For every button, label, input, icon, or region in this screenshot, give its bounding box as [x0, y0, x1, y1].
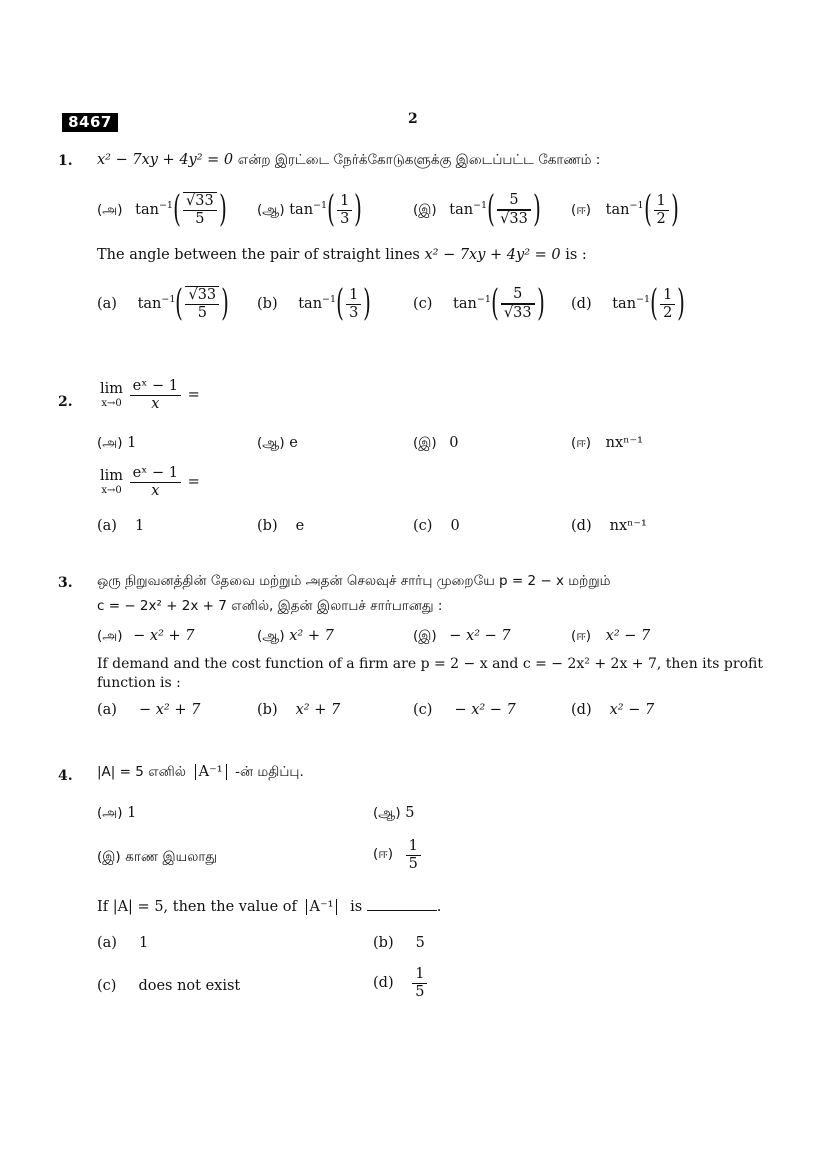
q4-tamil-option-c[interactable]: (இ) காண இயலாது — [97, 849, 218, 865]
q3-english-line-2: function is : — [97, 675, 181, 691]
q1-tamil-option-c[interactable]: (இ) $\tan^{-1}$( $\frac{5}{√33}$ ) — [413, 189, 541, 230]
q2-english-option-c[interactable]: (c) 0 — [413, 518, 460, 534]
q4-tamil-option-d[interactable]: (ஈ) $\frac{1}{5}$ — [373, 838, 423, 872]
q2-tamil-option-b[interactable]: (ஆ) e — [257, 435, 298, 451]
q4-english-option-b[interactable]: (b) 5 — [373, 935, 425, 951]
q4-tamil-option-b[interactable]: (ஆ) 5 — [373, 805, 415, 821]
q1-tamil-option-b[interactable]: (ஆ) $\tan^{-1}$( $\frac{1}{3}$ ) — [257, 189, 363, 230]
q1-tamil-option-d[interactable]: (ஈ) $\tan^{-1}$( $\frac{1}{2}$ ) — [571, 189, 679, 230]
q1-english-option-b[interactable]: (b) $\tan^{-1}$( $\frac{1}{3}$ ) — [257, 283, 372, 324]
q4-tamil-question: |A| = 5 எனில் A⁻¹ -ன் மதிப்பு. — [97, 764, 304, 780]
q3-english-line-1: If demand and the cost function of a firm are p = 2 − x and c = − 2x² + 2x + 7, then its profit — [97, 656, 763, 672]
q2-tamil-option-c[interactable]: (இ) 0 — [413, 435, 459, 451]
q1-tamil-question — [97, 152, 600, 170]
q3-english-option-b[interactable]: (b) x² + 7 — [257, 702, 341, 718]
q1-english-option-a[interactable]: (a) $\tan^{-1}$( $\frac{√33}{5}$ ) — [97, 283, 230, 324]
q2-english-option-d[interactable]: (d) nxⁿ⁻¹ — [571, 518, 647, 534]
q4-english-option-c[interactable]: (c) does not exist — [97, 978, 241, 994]
question-3-number: 3. — [58, 575, 73, 591]
q1-english-question: The angle between the pair of straight lines x² − 7xy + 4y² = 0 is : — [97, 247, 587, 263]
q2-tamil-option-a[interactable]: (அ) 1 — [97, 435, 137, 451]
q3-english-option-c[interactable]: (c) − x² − 7 — [413, 702, 516, 718]
q2-english-option-a[interactable]: (a) 1 — [97, 518, 145, 534]
q3-tamil-option-c[interactable]: (இ) − x² − 7 — [413, 628, 511, 644]
paper-code-badge: 8467 — [62, 113, 118, 132]
q4-tamil-option-a[interactable]: (அ) 1 — [97, 805, 137, 821]
q4-english-option-a[interactable]: (a) 1 — [97, 935, 149, 951]
page-number: 2 — [408, 111, 418, 127]
q1-english-option-d[interactable]: (d) $\tan^{-1}$( $\frac{1}{2}$ ) — [571, 283, 686, 324]
q1-equation: x² − 7xy + 4y² = 0 — [97, 152, 234, 168]
question-1-number: 1. — [58, 153, 73, 169]
answer-blank — [367, 910, 437, 911]
q2-english-question: lim x→0 $\frac{\text{eˣ − 1}}{x}$ = — [100, 465, 200, 499]
q1-tamil-option-a[interactable]: (அ) $\tan^{-1}$( $\frac{√33}{5}$ ) — [97, 189, 227, 230]
q2-tamil-question: lim x→0 $\frac{\text{eˣ − 1}}{x}$ = — [100, 378, 200, 412]
q3-tamil-option-a[interactable]: (அ) − x² + 7 — [97, 628, 195, 644]
q2-english-option-b[interactable]: (b) e — [257, 518, 305, 534]
q3-english-option-a[interactable]: (a) − x² + 7 — [97, 702, 201, 718]
q1-english-option-c[interactable]: (c) $\tan^{-1}$( $\frac{5}{√33}$ ) — [413, 283, 545, 324]
q3-tamil-line-1: ஒரு நிறுவனத்தின் தேவை மற்றும் அதன் செலவுச் சார்பு முறையே p = 2 − x மற்றும் — [97, 573, 611, 589]
q3-tamil-line-2: c = − 2x² + 2x + 7 எனில், இதன் இலாபச் சார்பானது : — [97, 598, 443, 614]
q3-tamil-option-b[interactable]: (ஆ) x² + 7 — [257, 628, 334, 644]
question-4-number: 4. — [58, 768, 73, 784]
q3-english-option-d[interactable]: (d) x² − 7 — [571, 702, 655, 718]
q2-tamil-option-d[interactable]: (ஈ) nxⁿ⁻¹ — [571, 435, 643, 451]
q4-english-option-d[interactable]: (d) $\frac{1}{5}$ — [373, 966, 429, 1000]
question-2-number: 2. — [58, 394, 73, 410]
q3-tamil-option-d[interactable]: (ஈ) x² − 7 — [571, 628, 651, 644]
q1-tamil-text: என்ற இரட்டை நேர்க்கோடுகளுக்கு இடைப்பட்ட கோணம் : — [237, 152, 601, 168]
q4-english-question: If |A| = 5, then the value of A⁻¹ is . — [97, 899, 442, 915]
